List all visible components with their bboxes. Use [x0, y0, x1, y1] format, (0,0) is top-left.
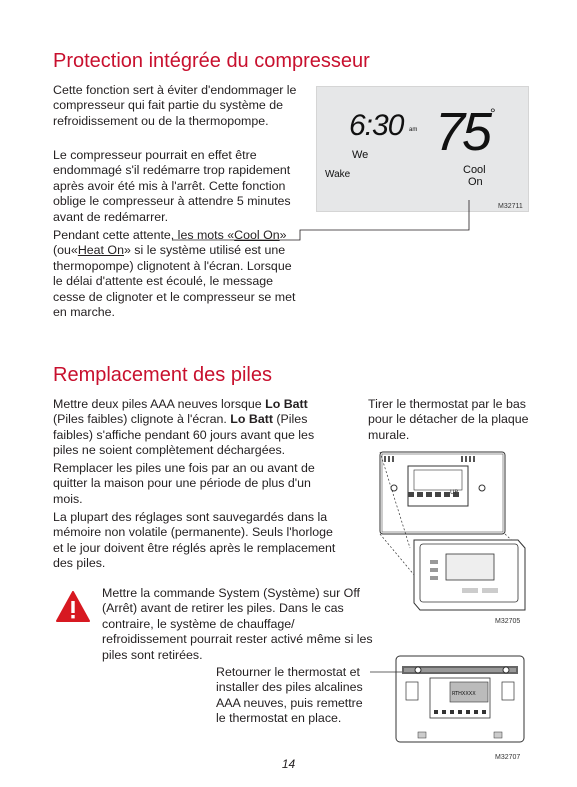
- display-time: 6:30: [349, 109, 404, 142]
- instruction-detach: Tirer le thermostat par le bas pour le détacher de la plaque murale.: [368, 397, 529, 442]
- text: (Piles faibles) s'affiche pendant 60 jours avant que les piles ne soient complètement déchargées.: [53, 412, 315, 458]
- lo-batt-text: Lo Batt: [265, 397, 308, 411]
- paragraph-intro: Cette fonction sert à éviter d'endommager le compresseur qui fait partie du système de refroidissement ou de la thermopompe.: [53, 83, 297, 128]
- text: Mettre deux piles AAA neuves lorsque: [53, 397, 266, 411]
- paragraph-memory: La plupart des réglages sont sauvegardés dans la mémoire non volatile (permanente). Seuls l'horloge et le jour doivent être réglés après le remplacement des piles.: [53, 510, 336, 571]
- display-day: We: [352, 149, 369, 161]
- display-cool: Cool: [463, 164, 486, 176]
- figure-code: M32711: [498, 203, 523, 210]
- display-period: Wake: [325, 169, 351, 180]
- paragraph-delay: Le compresseur pourrait en effet être endommagé s'il redémarre trop rapidement après avoir été mis à l'arrêt. Cette fonction oblige le compresseur à attendre 5 minutes avant de redémarrer.: [53, 148, 291, 224]
- warning-icon: [56, 591, 90, 623]
- warning-text: Mettre la commande System (Système) sur Off (Arrêt) avant de retirer les piles. Dans le cas contraire, le système de chauffage/ refroidissement pourrait rester activé même si les piles sont retirées.: [102, 586, 373, 662]
- page-number: 14: [281, 757, 296, 771]
- figure-code: M32707: [495, 754, 521, 761]
- text: (Piles faibles) clignote à l'écran.: [53, 412, 231, 427]
- paragraph-lo-batt: [53, 397, 338, 459]
- display-temperature: 75: [435, 102, 490, 162]
- lo-batt-text: Lo Batt: [230, 412, 273, 427]
- section-title-batteries: Remplacement des piles: [53, 364, 272, 386]
- battery-install-illustration: [370, 652, 530, 760]
- instruction-install: Retourner le thermostat et installer des piles alcalines AAA neuves, puis remettre le thermostat en place.: [216, 665, 363, 726]
- text: » si le système utilisé est une thermopompe) clignotent à l'écran. Lorsque le délai d'attente est écoulé, le message cesse de clignoter et le compresseur se met en marche.: [53, 243, 296, 320]
- paragraph-replace: Remplacer les piles une fois par an ou avant de quitter la maison pour une période de plus d'un mois.: [53, 461, 315, 506]
- degree-symbol: °: [490, 105, 496, 121]
- figure-code: M32705: [495, 618, 521, 625]
- heat-on-text: Heat On: [77, 243, 124, 258]
- text: » (ou«: [53, 228, 287, 258]
- display-on: On: [468, 176, 483, 188]
- display-ampm: am: [409, 127, 418, 133]
- thermostat-detach-illustration: [370, 448, 530, 628]
- cool-on-text: Cool On: [234, 228, 280, 242]
- battery-label: RTHXXXX: [452, 691, 476, 697]
- section-title-compressor: Protection intégrée du compresseur: [53, 50, 370, 72]
- svg-text:UP: UP: [450, 489, 459, 496]
- text: Pendant cette attente, les mots «: [53, 228, 235, 242]
